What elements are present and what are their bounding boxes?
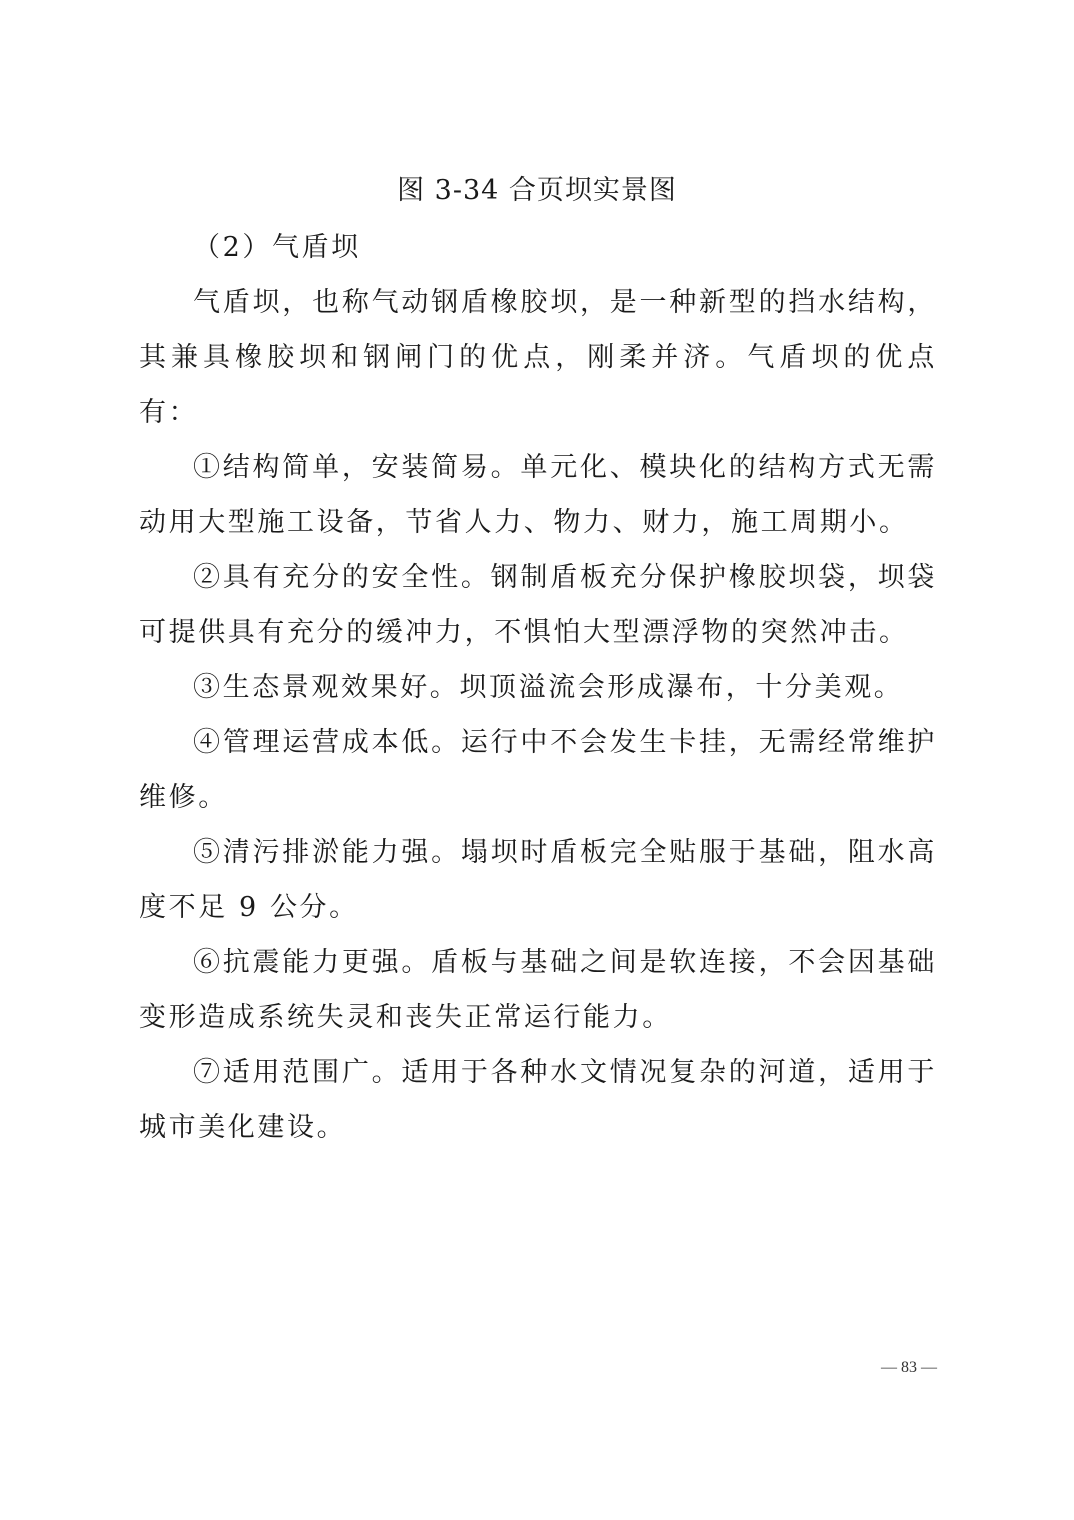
paragraph-advantage-5: ⑤清污排淤能力强。塌坝时盾板完全贴服于基础，阻水高度不足 9 公分。 (139, 837, 937, 923)
paragraph-advantage-3: ③生态景观效果好。坝顶溢流会形成瀑布，十分美观。 (193, 672, 904, 703)
figure-caption: 图 3-34 合页坝实景图 (397, 175, 677, 206)
paragraph-advantage-4: ④管理运营成本低。运行中不会发生卡挂，无需经常维护维修。 (139, 727, 937, 813)
paragraph-advantage-2: ②具有充分的安全性。钢制盾板充分保护橡胶坝袋，坝袋可提供具有充分的缓冲力，不惧怕大型漂浮物的突然冲击。 (139, 562, 937, 648)
paragraph-advantage-1: ①结构简单，安装简易。单元化、模块化的结构方式无需动用大型施工设备，节省人力、物力、财力，施工周期小。 (139, 452, 937, 538)
section-heading: （2）气盾坝 (193, 232, 361, 263)
page-number: — 83 — (881, 1359, 937, 1376)
body-text (139, 220, 937, 1155)
paragraph-advantage-7: ⑦适用范围广。适用于各种水文情况复杂的河道，适用于城市美化建设。 (139, 1057, 937, 1143)
paragraph-advantage-6: ⑥抗震能力更强。盾板与基础之间是软连接，不会因基础变形造成系统失灵和丧失正常运行能力。 (139, 947, 937, 1033)
paragraph-intro: 气盾坝，也称气动钢盾橡胶坝，是一种新型的挡水结构，其兼具橡胶坝和钢闸门的优点，刚柔并济。气盾坝的优点有： (139, 287, 937, 428)
